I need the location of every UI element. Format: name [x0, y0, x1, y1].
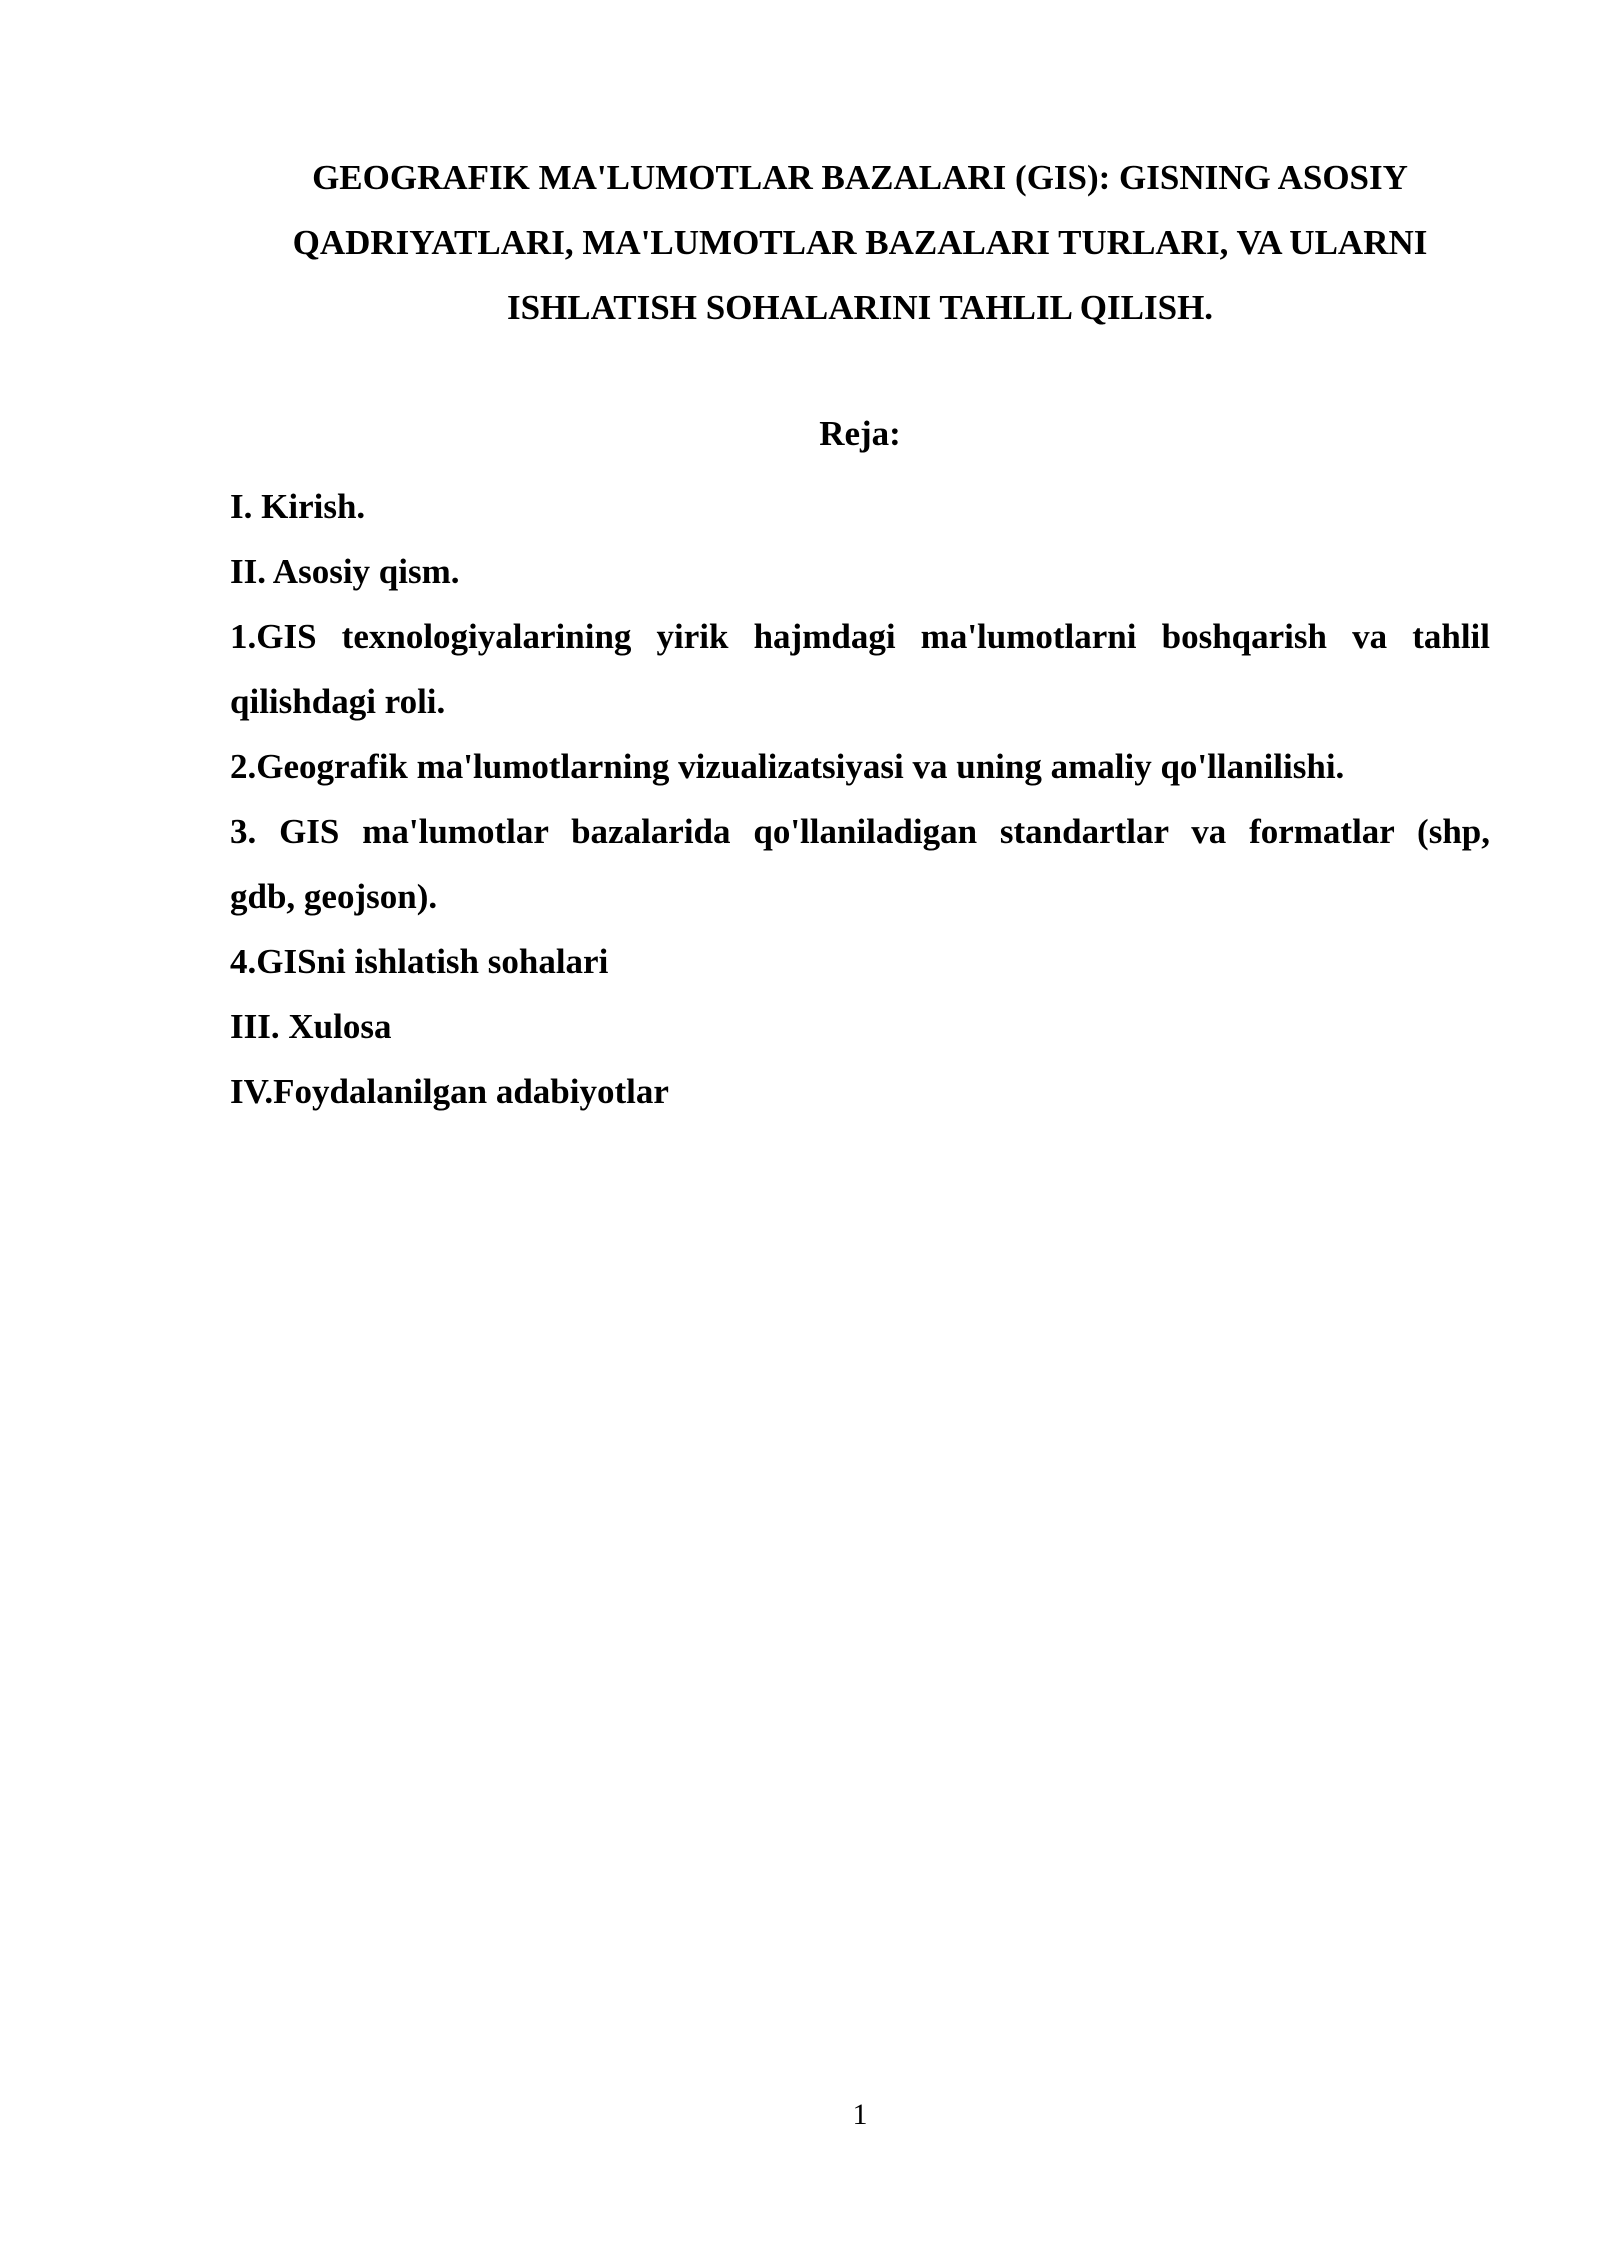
plan-item-2: 2.Geografik ma'lumotlarning vizualizatsiyasi va uning amaliy qo'llanilishi. [230, 747, 1345, 786]
title-line-1: GEOGRAFIK MA'LUMOTLAR BAZALARI (GIS): GISNING ASOSIY [312, 158, 1408, 197]
plan-item-introduction: I. Kirish. [230, 487, 366, 526]
document-title [210, 145, 1510, 340]
plan-heading: Reja: [819, 414, 901, 453]
plan-item-1: 1.GIS texnologiyalarining yirik hajmdagi ma'lumotlarni boshqarish va tahlil [230, 617, 1490, 656]
page-number: 1 [852, 2098, 868, 2131]
plan-item-references: IV.Foydalanilgan adabiyotlar [230, 1072, 669, 1111]
plan-item-conclusion: III. Xulosa [230, 1007, 392, 1046]
title-line-3: ISHLATISH SOHALARINI TAHLIL QILISH. [506, 288, 1214, 327]
plan-item-1-continued: qilishdagi roli. [230, 682, 446, 721]
plan-item-main-part: II. Asosiy qism. [230, 552, 460, 591]
plan-item-4: 4.GISni ishlatish sohalari [230, 942, 609, 981]
plan-item-3-continued: gdb, geojson). [230, 877, 438, 916]
plan-list [230, 474, 1490, 1124]
plan-item-3: 3. GIS ma'lumotlar bazalarida qo'llaniladigan standartlar va formatlar (shp, [230, 812, 1490, 851]
title-line-2: QADRIYATLARI, MA'LUMOTLAR BAZALARI TURLARI, VA ULARNI [292, 223, 1428, 262]
